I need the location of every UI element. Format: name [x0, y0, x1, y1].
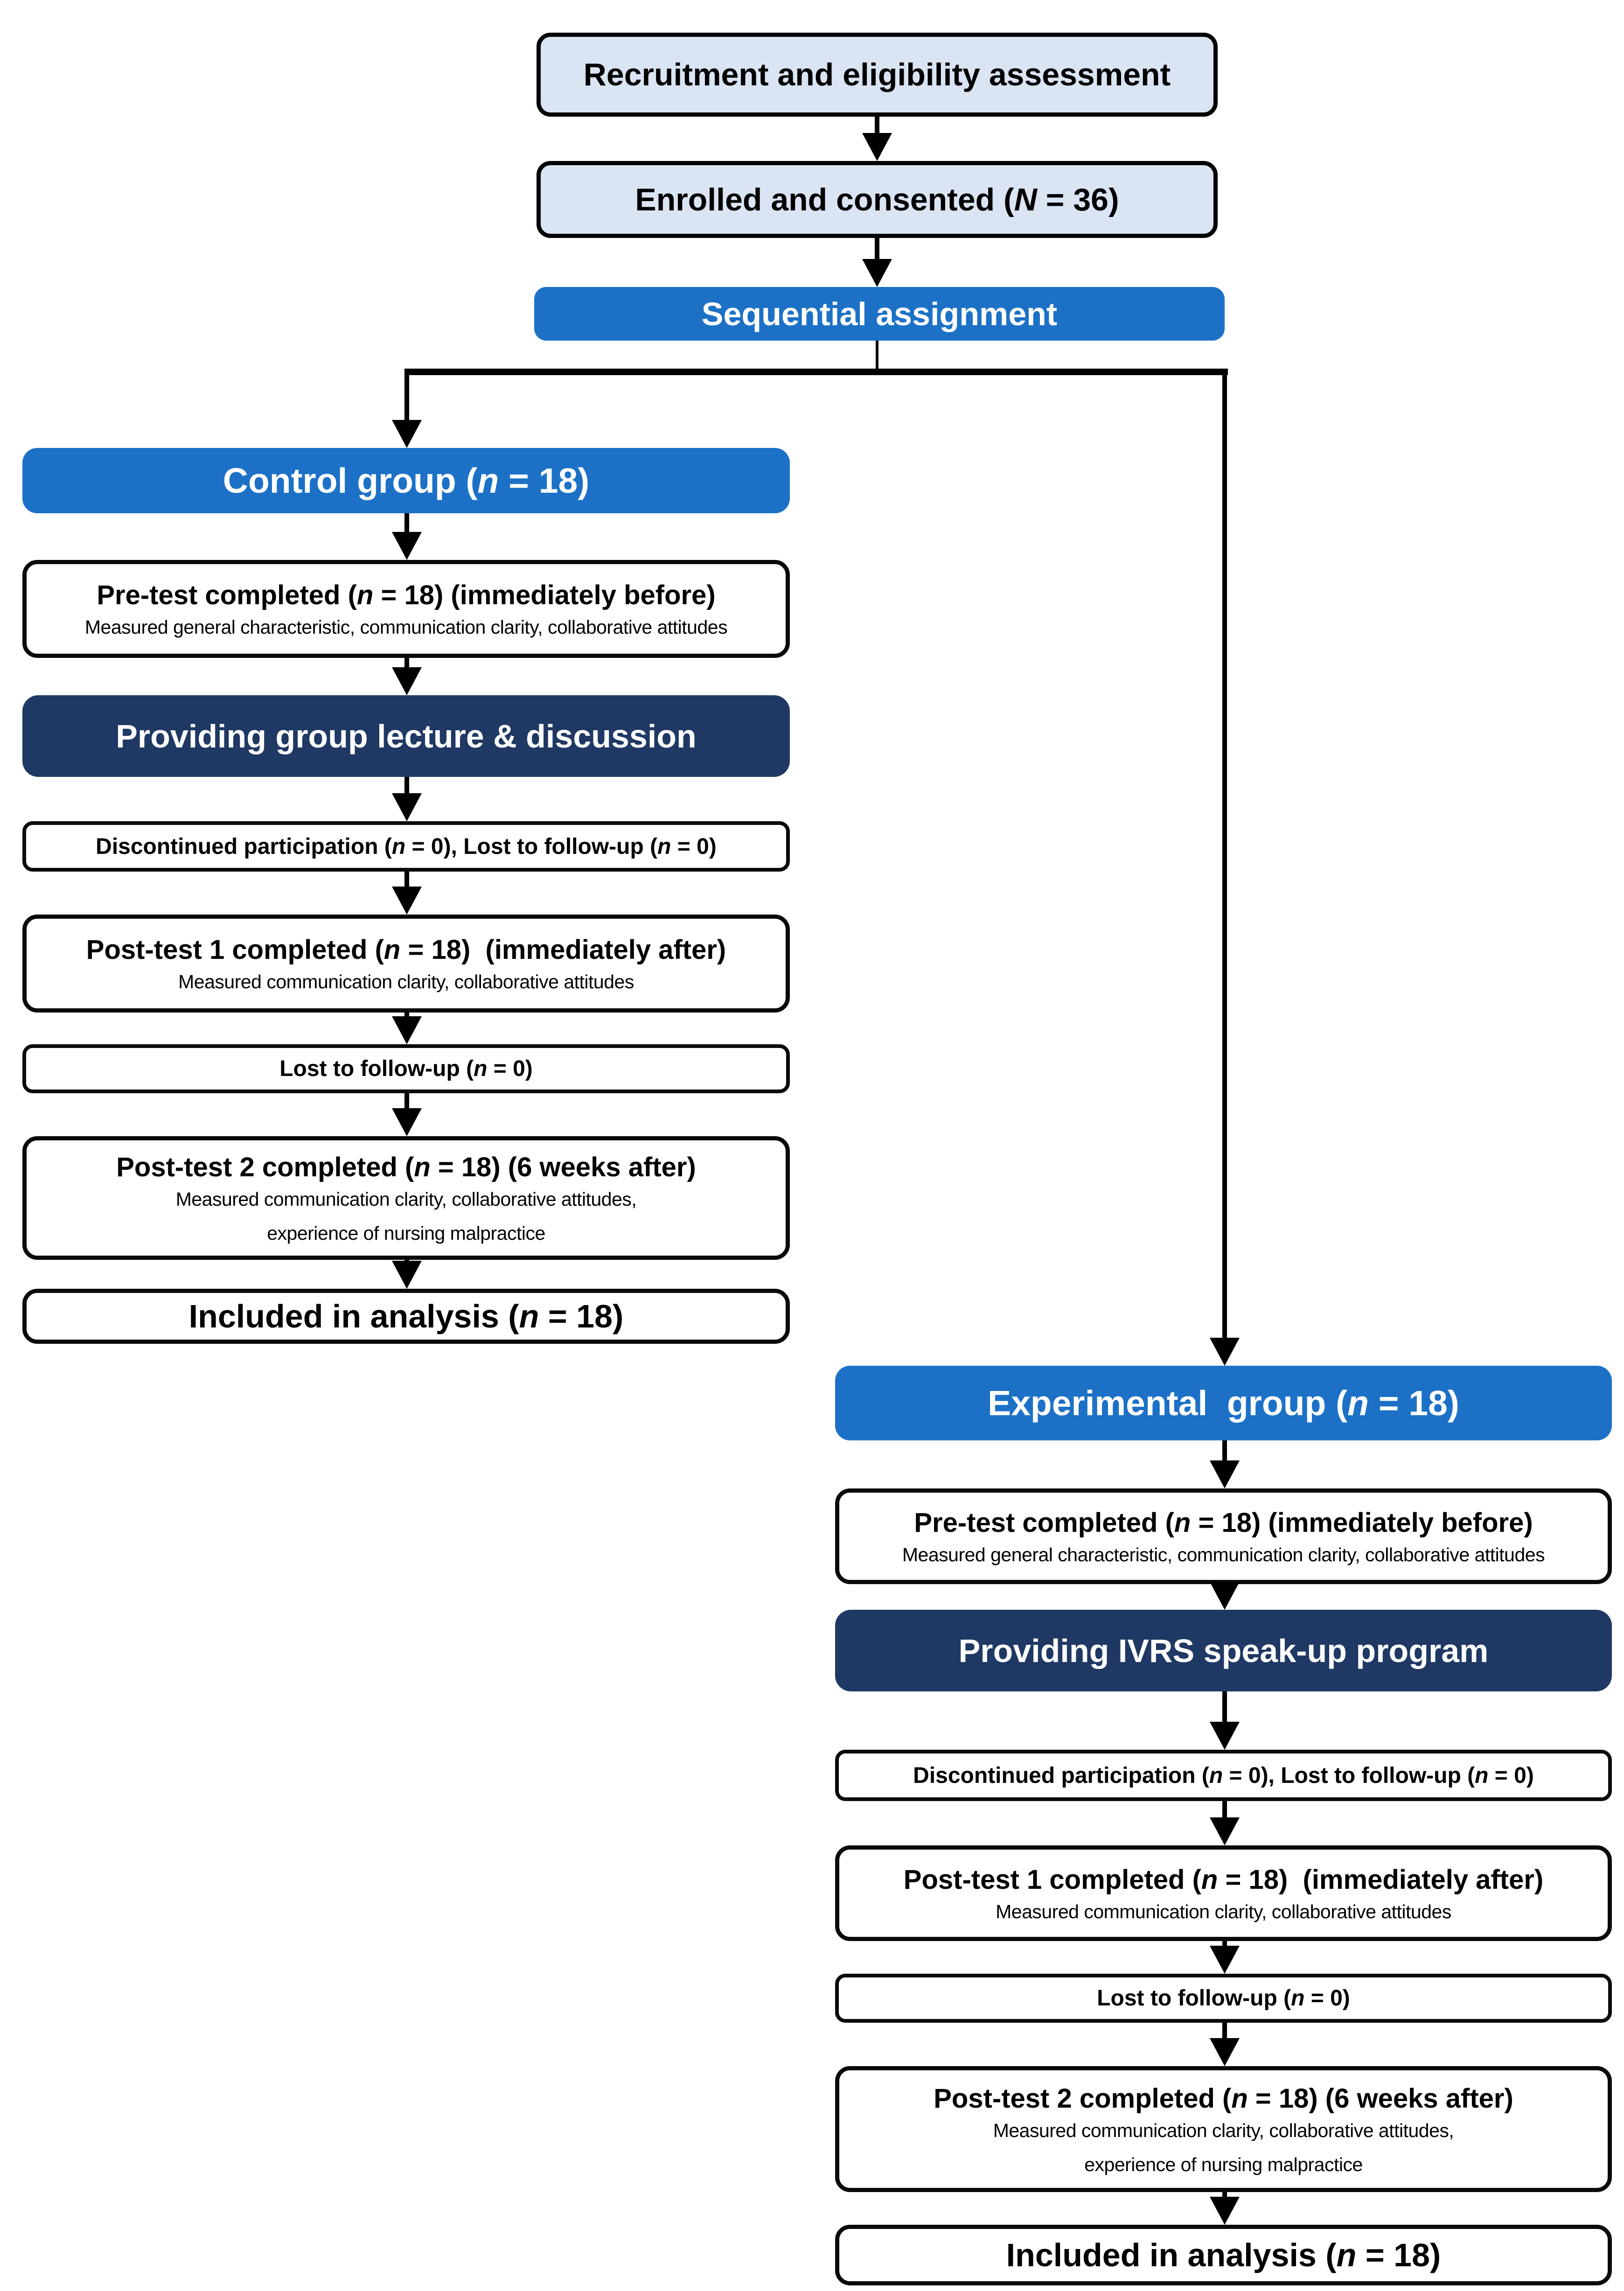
arrow-control-5-head: [392, 1016, 422, 1044]
experimental-pretest-title: Pre-test completed (n = 18) (immediately before): [914, 1507, 1533, 1538]
control-pretest-box: [22, 560, 790, 658]
arrow-control-3-head: [392, 793, 422, 821]
control-lost-box: [22, 1044, 790, 1093]
arrow-experimental-5-head: [1210, 1946, 1240, 1974]
arrow-recruitment-to-enrolled-stem: [875, 117, 879, 133]
control-posttest1-title: Post-test 1 completed (n = 18) (immediately after): [86, 935, 726, 965]
arrow-experimental-4-stem: [1222, 1801, 1227, 1817]
arrow-experimental-6-head: [1210, 2038, 1240, 2066]
arrow-to-experimental-stem: [1222, 369, 1227, 1338]
experimental-lost-box: [835, 1974, 1612, 2023]
recruitment-title: Recruitment and eligibility assessment: [583, 57, 1171, 92]
sequential-assignment-title: Sequential assignment: [701, 295, 1058, 332]
arrow-control-2-head: [392, 667, 422, 695]
experimental-pretest-box: [835, 1488, 1612, 1584]
control-group-box: [22, 448, 790, 513]
experimental-group-title: Experimental group (n = 18): [988, 1383, 1459, 1423]
control-lost-title: Lost to follow-up (n = 0): [279, 1056, 533, 1081]
control-included-box: [22, 1289, 790, 1344]
arrow-experimental-1-stem: [1222, 1440, 1227, 1460]
arrow-control-1-head: [392, 532, 422, 560]
experimental-included-box: [835, 2225, 1612, 2285]
experimental-discontinued-title: Discontinued participation (n = 0), Lost to follow-up (n = 0): [913, 1763, 1534, 1788]
control-intervention-title: Providing group lecture & discussion: [116, 718, 697, 754]
arrow-control-1-stem: [404, 513, 409, 532]
arrow-experimental-7-stem: [1222, 2192, 1227, 2197]
experimental-pretest-subtitle: Measured general characteristic, communication clarity, collaborative attitudes: [902, 1544, 1545, 1565]
arrow-control-7-head: [392, 1261, 422, 1289]
control-included-title: Included in analysis (n = 18): [188, 1298, 624, 1334]
control-intervention-box: [22, 695, 790, 777]
arrow-to-experimental-head: [1210, 1338, 1240, 1366]
enrolled-title: Enrolled and consented (N = 36): [635, 182, 1119, 217]
arrow-experimental-5-stem: [1222, 1941, 1227, 1946]
control-posttest1-subtitle: Measured communication clarity, collaborative attitudes: [178, 971, 634, 992]
control-discontinued-title: Discontinued participation (n = 0), Lost to follow-up (n = 0): [96, 834, 717, 859]
control-posttest1-box: [22, 915, 790, 1013]
control-posttest2-title: Post-test 2 completed (n = 18) (6 weeks after): [116, 1152, 696, 1182]
arrow-enrolled-to-assignment-head: [862, 259, 892, 287]
arrow-experimental-3-stem: [1222, 1691, 1227, 1722]
arrow-recruitment-to-enrolled-head: [862, 133, 892, 161]
arrow-control-6-stem: [404, 1093, 409, 1108]
experimental-posttest1-title: Post-test 1 completed (n = 18) (immediately after): [903, 1864, 1544, 1895]
arrow-control-4-stem: [404, 872, 409, 887]
arrow-experimental-7-head: [1210, 2197, 1240, 2225]
experimental-lost-title: Lost to follow-up (n = 0): [1097, 1986, 1350, 2011]
control-posttest2-box: [22, 1136, 790, 1260]
assignment-split-stem: [876, 341, 878, 369]
experimental-intervention-title: Providing IVRS speak-up program: [958, 1632, 1489, 1669]
arrow-control-2-stem: [404, 658, 409, 667]
control-pretest-title: Pre-test completed (n = 18) (immediately before): [97, 580, 716, 610]
control-posttest2-subtitle-2: experience of nursing malpractice: [267, 1222, 545, 1244]
experimental-posttest2-title: Post-test 2 completed (n = 18) (6 weeks after): [934, 2083, 1513, 2114]
experimental-intervention-box: [835, 1610, 1612, 1691]
arrow-to-control-head: [392, 420, 422, 448]
arrow-experimental-6-stem: [1222, 2023, 1227, 2038]
arrow-experimental-2-head: [1210, 1582, 1240, 1610]
recruitment-box: [537, 33, 1218, 117]
control-group-title: Control group (n = 18): [223, 461, 590, 500]
arrow-experimental-3-head: [1210, 1722, 1240, 1750]
arrow-control-3-stem: [404, 777, 409, 793]
control-pretest-subtitle: Measured general characteristic, communication clarity, collaborative attitudes: [84, 616, 728, 638]
control-discontinued-box: [22, 821, 790, 872]
arrow-control-6-head: [392, 1108, 422, 1136]
arrow-control-4-head: [392, 887, 422, 915]
arrow-experimental-4-head: [1210, 1817, 1240, 1845]
experimental-posttest1-box: [835, 1845, 1612, 1941]
experimental-posttest2-subtitle-1: Measured communication clarity, collaborative attitudes,: [993, 2119, 1454, 2141]
arrow-to-control-stem: [404, 369, 409, 420]
experimental-included-title: Included in analysis (n = 18): [1006, 2237, 1441, 2273]
sequential-assignment-box: [534, 287, 1225, 341]
enrolled-box: [537, 161, 1218, 238]
assignment-split-bar: [404, 369, 1228, 375]
experimental-group-box: [835, 1366, 1612, 1440]
experimental-posttest2-box: [835, 2066, 1612, 2192]
experimental-discontinued-box: [835, 1750, 1612, 1801]
arrow-enrolled-to-assignment-stem: [875, 238, 879, 259]
experimental-posttest2-subtitle-2: experience of nursing malpractice: [1084, 2153, 1363, 2175]
control-posttest2-subtitle-1: Measured communication clarity, collaborative attitudes,: [175, 1188, 637, 1210]
experimental-posttest1-subtitle: Measured communication clarity, collaborative attitudes: [996, 1900, 1451, 1922]
arrow-experimental-1-head: [1210, 1460, 1240, 1488]
